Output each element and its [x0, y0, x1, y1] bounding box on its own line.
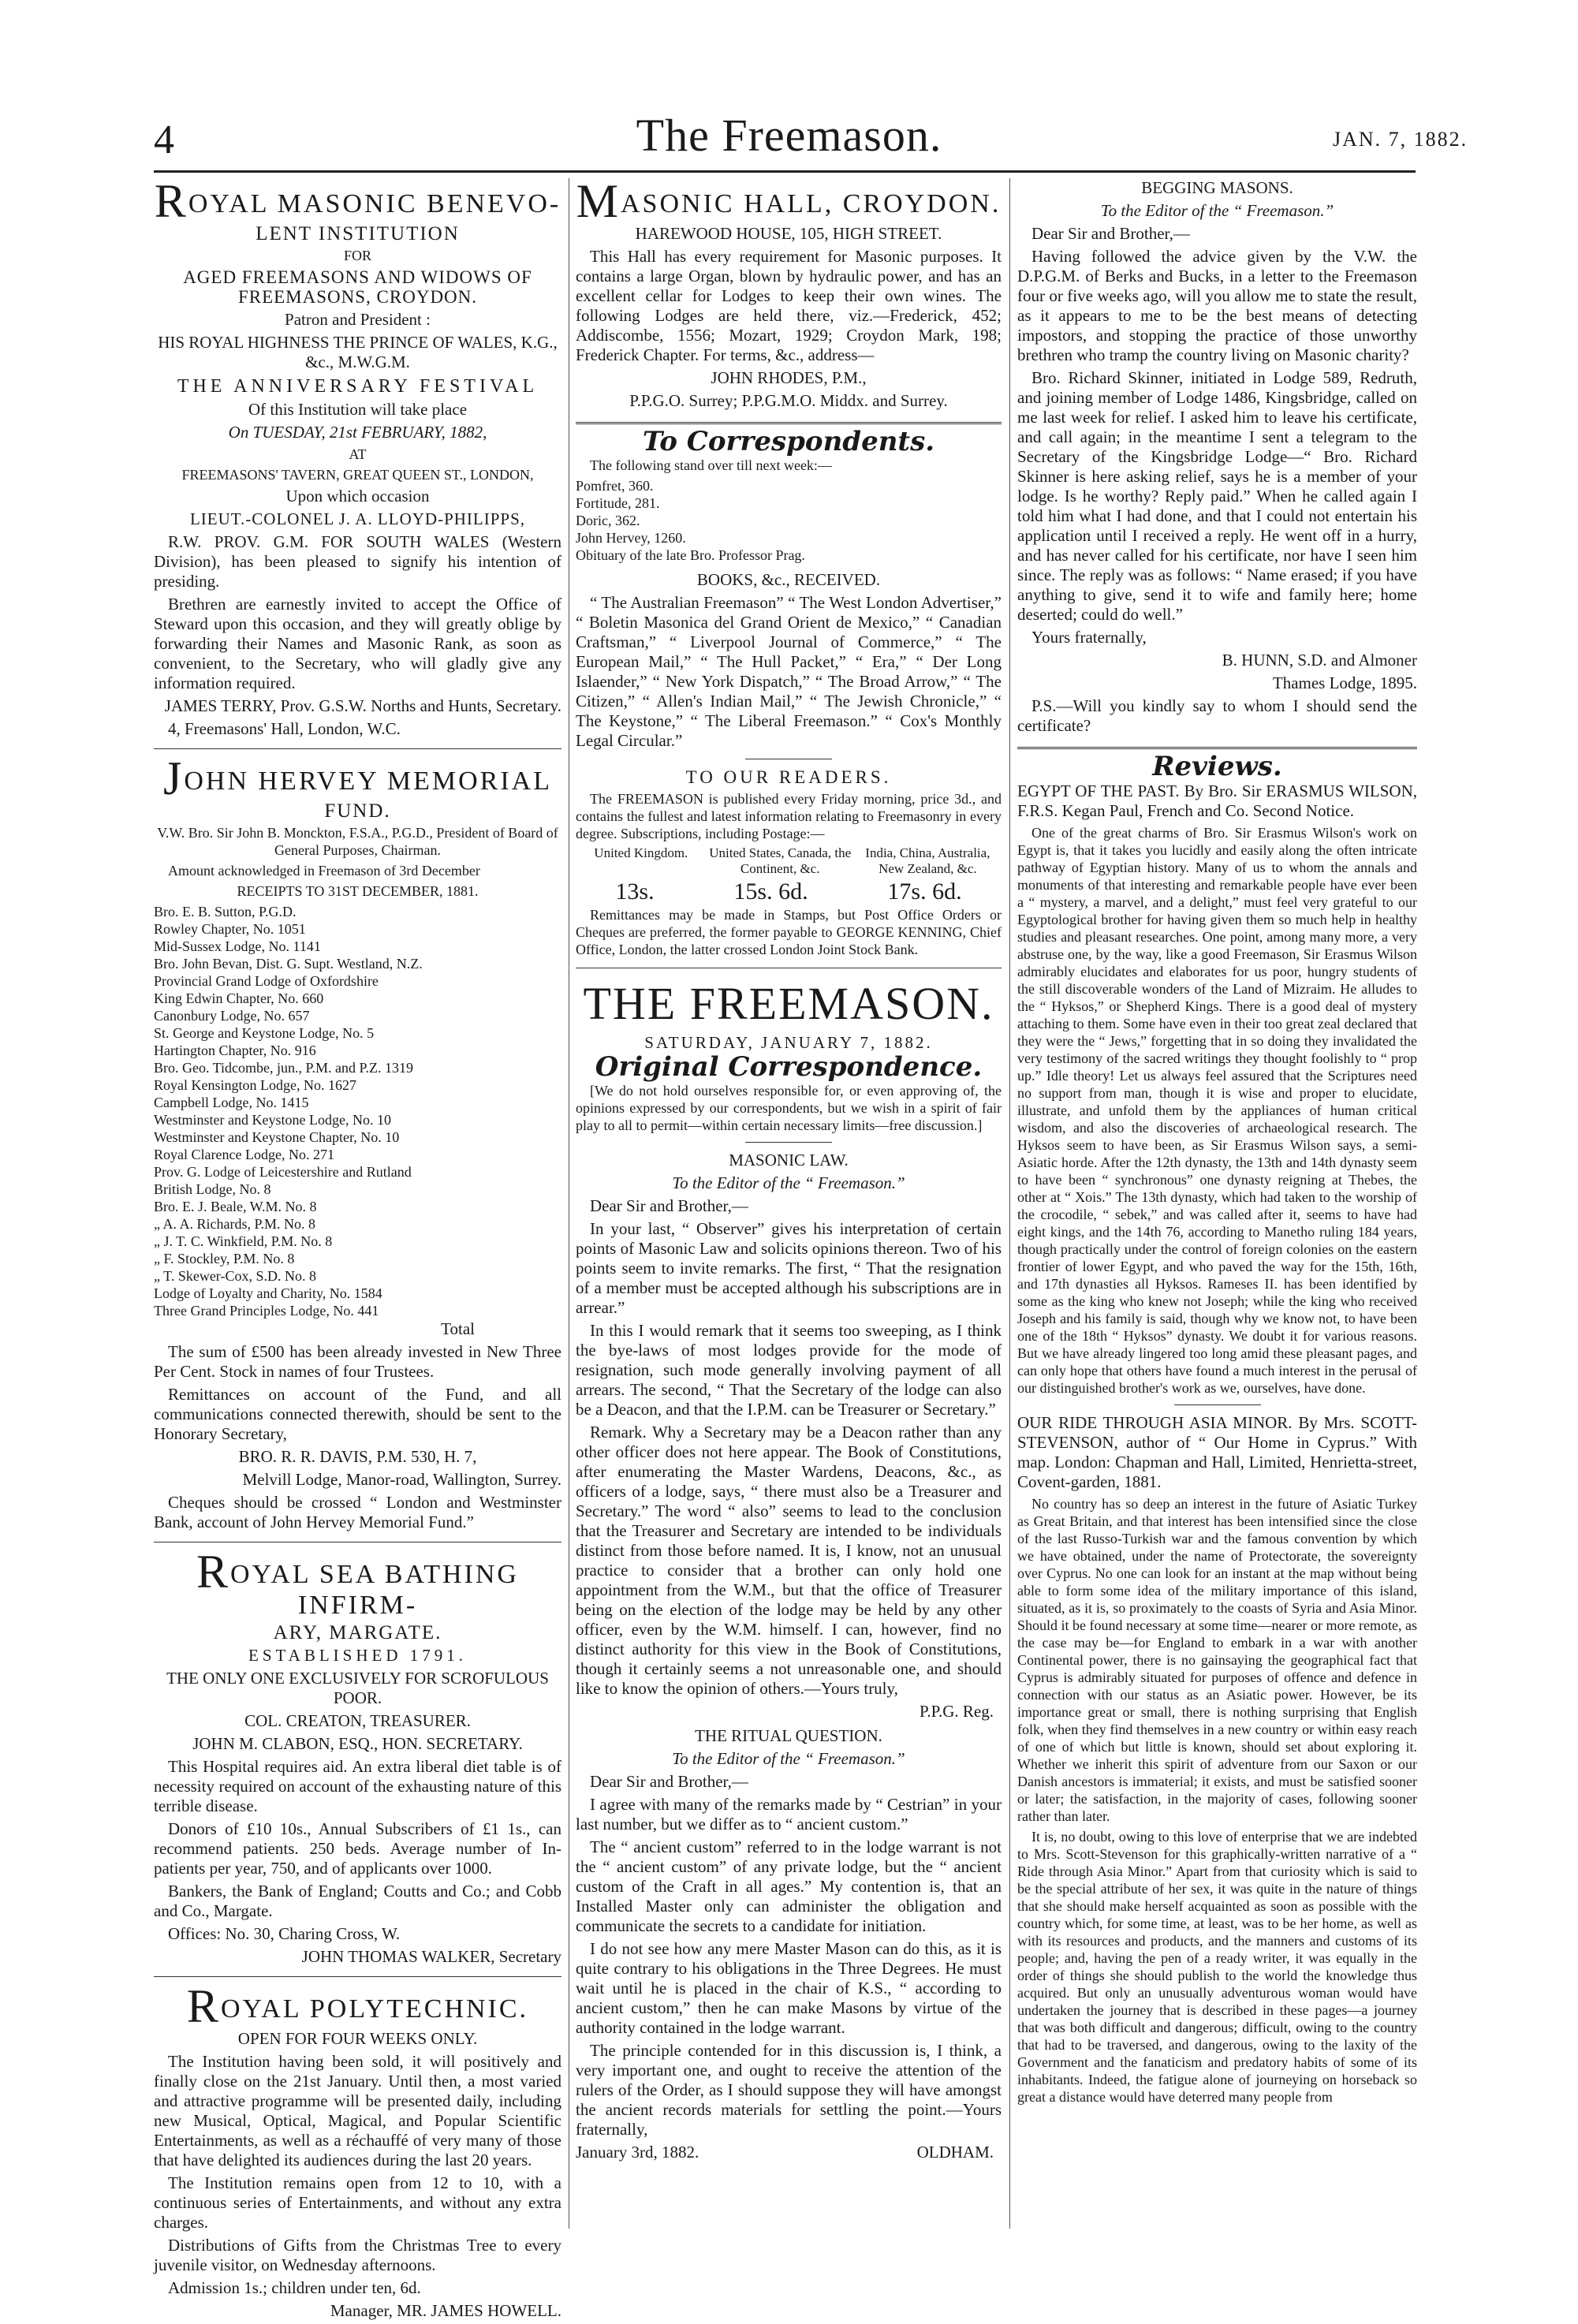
bathing-donors: Donors of £10 10s., Annual Subscribers of £1 1s., can recommend patients. 250 beds. Average number of In-patients per year, 750, and of applicants over 1000. [154, 1819, 561, 1878]
original-disclaimer: [We do not hold ourselves responsible for, or even approving of, the opinions expressed by our correspondents, but we wish in a spirit of fair play to all to permit—within certain necessary limits—free discussion.] [576, 1083, 1002, 1133]
divider [154, 748, 561, 749]
hervey-officer: V.W. Bro. Sir John B. Monckton, F.S.A., P.G.D., President of Board of General Purposes, Chairman. [157, 825, 558, 858]
rmbi-for: FOR [343, 248, 371, 263]
column-2 [576, 175, 1002, 2162]
list-item: Obituary of the late Bro. Professor Prag. [576, 547, 805, 563]
ritual-p2: The “ ancient custom” referred to in the lodge warrant is not the “ ancient custom” of any private lodge, but the “ ancient custom of the Craft in all ages.” My contention is, that an Installed Master only can administer the obligation and communicate the secrets to a candidate for initiation. [576, 1837, 1002, 1935]
begging-p2: Bro. Richard Skinner, initiated in Lodge 589, Redruth, and joining member of Lodge 1486, Kingsbridge, called on me last week for relief. I asked him to leave his certificate, and call again; in the meantime I sent a telegram to the Secretary of the Kingsbridge Lodge—“ Bro. Richard Skinner is here asking relief, says he is a member of your lodge. Is he worthy? Reply paid.” When he called again I told him what I had done, and that I could not entertain his application until I received a reply. He went off in a hurry, and has never called for his certificate, nor have I seen him since. The reply was as follows: “ Name erased; if you have anything to give, send it to wife and family here; home deserted; could do well.” [1017, 368, 1417, 624]
masonic-law-sig: P.P.G. Reg. [920, 1702, 994, 1721]
ritual-signoff [576, 2143, 1002, 2162]
rmbi-address: 4, Freemasons' Hall, London, W.C. [168, 719, 401, 738]
hervey-fund [154, 752, 561, 1532]
subscription-regions [576, 845, 1002, 877]
bathing-secretary: JOHN THOMAS WALKER, Secretary [301, 1947, 561, 1966]
list-item: Bro. E. J. Beale, W.M. No. 8 [154, 1199, 317, 1214]
divider [1174, 1404, 1261, 1405]
polytechnic-open: OPEN FOR FOUR WEEKS ONLY. [237, 2029, 478, 2048]
readers-heading: TO OUR READERS. [685, 767, 892, 787]
masonic-law-to: To the Editor of the “ Freemason.” [672, 1173, 905, 1192]
hervey-hon-sec: BRO. R. R. DAVIS, P.M. 530, H. 7, [238, 1447, 477, 1466]
list-item: Westminster and Keystone Chapter, No. 10 [154, 1129, 400, 1145]
begging-yours: Yours fraternally, [1031, 628, 1147, 647]
polytechnic-gifts: Distributions of Gifts from the Christmas Tree to every juvenile visitor, on Wednesday afternoons. [154, 2236, 561, 2274]
ritual-salutation: Dear Sir and Brother,— [590, 1772, 748, 1791]
region-us: United States, Canada, the Continent, &c. [709, 845, 852, 876]
ritual-sig: OLDHAM. [916, 2143, 994, 2162]
rmbi-date: On TUESDAY, 21st FEBRUARY, 1882, [228, 423, 487, 442]
list-item: „ A. A. Richards, P.M. No. 8 [154, 1216, 316, 1232]
rmbi-chair: LIEUT.-COLONEL J. A. LLOYD-PHILIPPS, [189, 509, 526, 528]
divider [745, 1142, 832, 1143]
list-item: Provincial Grand Lodge of Oxfordshire [154, 973, 379, 989]
bathing-offices: Offices: No. 30, Charing Cross, W. [168, 1924, 401, 1943]
list-item: Westminster and Keystone Lodge, No. 10 [154, 1112, 391, 1128]
hervey-cheques: Cheques should be crossed “ London and Westminster Bank, account of John Hervey Memorial Fund.” [154, 1493, 561, 1531]
list-item: British Lodge, No. 8 [154, 1181, 271, 1197]
rmbi-title: ROYAL MASONIC BENEVO- [154, 175, 561, 227]
hervey-receipts: RECEIPTS TO 31ST DECEMBER, 1881. [237, 883, 479, 899]
list-item: Canonbury Lodge, No. 657 [154, 1008, 310, 1024]
hervey-title-line2: FUND. [324, 800, 391, 822]
egypt-title: EGYPT OF THE PAST. By Bro. Sir ERASMUS WILSON, F.R.S. Kegan Paul, French and Co. Second Notice. [1017, 782, 1417, 820]
divider [1017, 747, 1417, 749]
ritual-p1: I agree with many of the remarks made by “ Cestrian” in your last number, but we differ as to “ ancient custom.” [576, 1795, 1002, 1833]
column-rule-2 [1009, 178, 1010, 2229]
rmbi-secretary: JAMES TERRY, Prov. G.S.W. Norths and Hunts, Secretary. [164, 696, 561, 715]
divider [154, 1976, 561, 1977]
begging-heading: BEGGING MASONS. [1141, 178, 1293, 197]
ritual-heading: THE RITUAL QUESTION. [695, 1726, 882, 1745]
readers-body: The FREEMASON is published every Friday morning, price 3d., and contains the fullest and latest information relating to Freemasonry in every degree. Subscriptions, including Postage:— [576, 791, 1002, 841]
bathing-hon-sec: JOHN M. CLABON, ESQ., HON. SECRETARY. [192, 1734, 523, 1753]
list-item: Rowley Chapter, No. 1051 [154, 921, 306, 937]
correspondents-heading: To Correspondents. [642, 426, 935, 457]
list-item: Three Grand Principles Lodge, No. 441 [154, 1303, 379, 1319]
polytechnic-admission: Admission 1s.; children under ten, 6d. [168, 2278, 421, 2297]
begging-ps: P.S.—Will you kindly say to whom I should send the certificate? [1017, 696, 1417, 735]
rmbi-aged: AGED FREEMASONS AND WIDOWS OF FREEMASONS, CROYDON. [183, 267, 532, 307]
reviews [1017, 751, 1417, 2106]
list-item: St. George and Keystone Lodge, No. 5 [154, 1025, 375, 1041]
list-item: Lodge of Loyalty and Charity, No. 1584 [154, 1285, 382, 1301]
reviews-heading: Reviews. [1152, 751, 1282, 782]
column-1 [154, 175, 561, 2324]
hervey-amount-line: Amount acknowledged in Freemason of 3rd December [168, 863, 480, 878]
masonic-law-heading: MASONIC LAW. [729, 1151, 849, 1169]
hervey-remittances: Remittances on account of the Fund, and all communications connected therewith, should be sent to the Honorary Secretary, [154, 1385, 561, 1443]
hervey-title: JOHN HERVEY MEMORIAL [162, 752, 553, 804]
masonic-law-p1: In your last, “ Observer” gives his interpretation of certain points of Masonic Law and solicits opinions thereon. Two of his points seem to invite remarks. The first, “ That the resignation of a member must be accepted although his subscriptions are in arrear.” [576, 1219, 1002, 1317]
original-heading: Original Correspondence. [595, 1051, 983, 1083]
region-uk: United Kingdom. [594, 845, 688, 860]
croydon-title: MASONIC HALL, CROYDON. [576, 175, 1002, 227]
list-item: „ T. Skewer-Cox, S.D. No. 8 [154, 1268, 316, 1284]
bathing-infirmary [154, 1546, 561, 1967]
list-item: Bro. John Bevan, Dist. G. Supt. Westland, N.Z. [154, 956, 423, 972]
list-item: „ J. T. C. Winkfield, P.M. No. 8 [154, 1233, 333, 1249]
rmbi-festival: THE ANNIVERSARY FESTIVAL [177, 376, 539, 397]
readers-remit: Remittances may be made in Stamps, but Post Office Orders or Cheques are preferred, the former payable to GEORGE KENNING, Chief Office, London, the latter crossed London Joint Stock Bank. [576, 907, 1002, 957]
books-heading: BOOKS, &c., RECEIVED. [696, 570, 881, 589]
list-item: Fortitude, 281. [576, 495, 660, 511]
rmbi-appeal: Brethren are earnestly invited to accept the Office of Steward upon this occasion, and they will greatly oblige by forwarding their Names and Masonic Rank, as soon as convenient, to the Secretary, who will gladly give any information required. [154, 595, 561, 692]
bathing-only-one: THE ONLY ONE EXCLUSIVELY FOR SCROFULOUS POOR. [166, 1669, 549, 1707]
list-item: „ F. Stockley, P.M. No. 8 [154, 1251, 295, 1266]
list-item: Bro. E. B. Sutton, P.G.D. [154, 904, 297, 920]
price-us: 15s. 6d. [733, 878, 808, 905]
polytechnic [154, 1980, 561, 2321]
bathing-title: ROYAL SEA BATHING INFIRM- [196, 1546, 519, 1620]
bathing-bankers: Bankers, the Bank of England; Coutts and Co.; and Cobb and Co., Margate. [154, 1882, 561, 1920]
paper-nameplate: THE FREEMASON. [583, 978, 994, 1029]
croydon-address: HAREWOOD HOUSE, 105, HIGH STREET. [635, 224, 942, 243]
ritual-date: January 3rd, 1882. [576, 2143, 699, 2162]
hervey-invested: The sum of £500 has been already invested in New Three Per Cent. Stock in names of four Trustees. [154, 1342, 561, 1381]
bathing-treasurer: COL. CREATON, TREASURER. [244, 1711, 471, 1730]
list-item: Pomfret, 360. [576, 478, 654, 494]
hervey-hon-sec-addr: Melvill Lodge, Manor-road, Wallington, Surrey. [242, 1470, 561, 1489]
list-item: King Edwin Chapter, No. 660 [154, 990, 324, 1006]
asia-title: OUR RIDE THROUGH ASIA MINOR. By Mrs. SCOTT-STEVENSON, author of “ Our Home in Cyprus.” With map. London: Chapman and Hall, Limited, Henrietta-street, Covent-garden, 1881. [1017, 1413, 1417, 1491]
begging-p1: Having followed the advice given by the V.W. the D.P.G.M. of Berks and Bucks, in a letter to the Freemason four or five weeks ago, will you allow me to state the result, as it appears to me to be the best means of detecting impostors, and stopping the practice of those unworthy brethren who tramp the country living on Masonic charity? [1017, 247, 1417, 364]
ritual-p3: I do not see how any mere Master Mason can do this, as it is quite contrary to his obligations in the Three Degrees. He must wait until he is placed in the chair of K.S., “ according to ancient custom,” then he can make Masons by virtue of the authority contained in the lodge warrant. [576, 1939, 1002, 2037]
to-our-readers [576, 767, 1002, 958]
masonic-law-salutation: Dear Sir and Brother,— [590, 1196, 748, 1215]
ritual-to: To the Editor of the “ Freemason.” [672, 1749, 905, 1768]
page-number: 4 [154, 118, 174, 162]
paper-date: SATURDAY, JANUARY 7, 1882. [644, 1033, 933, 1052]
begging-sig2: Thames Lodge, 1895. [1272, 673, 1417, 692]
begging-masons [1017, 178, 1417, 736]
list-item: Campbell Lodge, No. 1415 [154, 1095, 309, 1110]
rmbi-at: AT [349, 446, 367, 462]
rmbi-advert [154, 175, 561, 739]
issue-date: JAN. 7, 1882. [1333, 128, 1468, 151]
list-item: John Hervey, 1260. [576, 530, 686, 546]
bathing-title-line2: ARY, MARGATE. [273, 1622, 442, 1643]
bathing-established: ESTABLISHED 1791. [248, 1646, 467, 1665]
price-india: 17s. 6d. [887, 878, 962, 905]
rmbi-of-this: Of this Institution will take place [248, 400, 468, 419]
polytechnic-remains: The Institution remains open from 12 to 10, with a continuous series of Entertainments, and without any extra charges. [154, 2173, 561, 2232]
egypt-body: One of the great charms of Bro. Sir Erasmus Wilson's work on Egypt is, that it takes you lucidly and easily along the often intricate pathway of Egyptian history. Many of us to whom the annals and monuments of that interesting and remarkable people have ever been a “ mystery, a marvel, and a delight,” must feel very grateful to our Egyptological brother for having given them so much help in healthy studies and pleasant researches. One point, among many more, a very abstruse one, by the way, like a good Freemason, Sir Erasmus Wilson admirably elucidates and elaborates for us poor, hungry students of the still discoverable wonders of the Land of Mizraim. He alludes to the “ Hyksos,” or Shepherd Kings. There is a good deal of mystery attaching to them. Some have even in their too great zeal declared that they were the “ Jews,” forgetting that in so doing they invalidated the very testimony of the sacred writings they thought foolishly to “ prop up.” Idle theory! Let us always feel assured that the Scriptures need no support from man, though it is wise and proper to elucidate, illustrate, and unfold them by the appliances of human critical wisdom, and also the discoveries of archaeological research. The Hyksos seem to have been, as Sir Erasmus Wilson says, a semi-Asiatic horde. After the 12th dynasty, the 13th and 14th dynasty seem to have been “ synchronous” one dynasty reigning at Thebes, the other at “ Xois.” The 13th dynasty, which had taken to the worship of the crocodile, “ sebek,” and was called after it, seems to have had eight kings, and the 14th 76, according to Manetho ruling 184 years, though practically under the control of foreign colonies on the eastern frontier of lower Egypt, and who paved the way for the 15th, 16th, and 17th dynasties all Hyksos. Rameses II. has been identified by some as the king who knew not Joseph; while the king who received Joseph and his family is said, though why we know not, to have been one of the 18th “ Hyksos” dynasty. We doubt it for various reasons. But we have already lingered too long amid these pleasant pages, and can only hope that others have found a much interest in the perusal of our distinguished brother's work as we, ourselves, have done. [1017, 825, 1417, 1396]
correspondents [576, 426, 1002, 751]
correspondents-intro: The following stand over till next week:— [590, 457, 832, 473]
hervey-list [154, 903, 561, 1319]
region-india: India, China, Australia, New Zealand, &c. [865, 845, 990, 876]
croydon-sig1: JOHN RHODES, P.M., [711, 368, 867, 387]
masthead-rule [154, 170, 1416, 173]
bathing-body: This Hospital requires aid. An extra liberal diet table is of necessity required on account of the exhausting nature of this terrible disease. [154, 1757, 561, 1815]
polytechnic-body: The Institution having been sold, it will positively and finally close on the 21st January. Until then, a most varied and attractive programme will be presented daily, including new Musical, Optical, Magical, and Popular Scientific Entertainments, as well as a réchauffé of very many of those that have delighted its audiences during the last 20 years. [154, 2052, 561, 2169]
masonic-law-p2: In this I would remark that it seems too sweeping, as I think the bye-laws of most lodges provide for the mode of resignation, such mode generally involving payment of all arrears. The second, “ That the Secretary of the lodge can also be a Deacon, and that the I.P.M. can be Treasurer or Secretary.” [576, 1321, 1002, 1419]
begging-salutation: Dear Sir and Brother,— [1031, 224, 1190, 243]
list-item: Royal Clarence Lodge, No. 271 [154, 1147, 334, 1162]
books-list: “ The Australian Freemason” “ The West London Advertiser,” “ Boletin Masonica del Grand Orient de Mexico,” “ Canadian Craftsman,” “ Liverpool Journal of Commerce,” “ The European Mail,” “ The Hull Packet,” “ Era,” “ Der Long Islaender,” “ New York Dispatch,” “ The Broad Arrow,” “ The Citizen,” “ Allen's Indian Mail,” “ The Jewish Chronicle,” “ The Keystone,” “ The Liberal Freemason.” “ Cox's Monthly Legal Circular.” [576, 593, 1002, 750]
subscription-prices [576, 878, 1002, 905]
masonic-law-p3: Remark. Why a Secretary may be a Deacon rather than any other officer does not here appear. The Book of Constitutions, after enumerating the Master Wardens, Deacons, &c., as officers of a lodge, says, “ there must also be a Treasurer and Secretary.” The word “ also” seems to lead to the conclusion that the Treasurer and Secretary are intended to be individuals distinct from those before named. It is, I know, not an unusual practice to consider that a brother can only hold one appointment from the W.M., but that the office of Treasurer being on the election of the lodge may be held by any other officer, even by the W.M. himself. I can, however, find no distinct authority for this view in the Book of Constitutions, though it certainly seems a not unreasonable one, and should like to know the opinion of others.—Yours truly, [576, 1423, 1002, 1698]
list-item: Royal Kensington Lodge, No. 1627 [154, 1077, 356, 1093]
polytechnic-title: ROYAL POLYTECHNIC. [186, 1980, 529, 2032]
asia-body-2: It is, no doubt, owing to this love of enterprise that we are indebted to Mrs. Scott-Stevenson for this graphically-written narrative of a “ Ride through Asia Minor.” Apart from that curiosity which is said to be the special attribute of her sex, it was quite in the nature of things that she should make herself acquainted as soon as possible with the country which, for some time, at least, was to be her home, as well as with its resources and products, and the manners and customs of its people; and, having the pen of a ready writer, it was equally in the order of things she should publish to the world the knowledge thus acquired. But only an unusually adventurous woman would have undertaken the journey that is described in these pages—a journey that was both difficult and dangerous; difficult, owing to the country that had to be traversed, and dangerous, owing to the laxity of the Government and the fanaticism and predatory habits of some of its inhabitants. Indeed, the fatigue alone of journeying on horseback so great a distance would have deterred many people from [1017, 1829, 1417, 2105]
rmbi-patron: Patron and President : [285, 310, 431, 329]
rmbi-upon: Upon which occasion [285, 487, 430, 505]
polytechnic-manager: Manager, MR. JAMES HOWELL. [330, 2301, 561, 2320]
list-item: Bro. Geo. Tidcombe, jun., P.M. and P.Z. 1319 [154, 1060, 414, 1076]
croydon-hall [576, 175, 1002, 411]
list-item: Doric, 362. [576, 513, 640, 528]
hervey-total-label: Total [441, 1319, 475, 1338]
croydon-sig2: P.P.G.O. Surrey; P.P.G.M.O. Middx. and Surrey. [629, 391, 948, 410]
list-item: Hartington Chapter, No. 916 [154, 1043, 316, 1058]
rmbi-chair-desc: R.W. PROV. G.M. FOR SOUTH WALES (Western Division), has been pleased to signify his intention of presiding. [154, 532, 561, 591]
price-uk: 13s. [615, 878, 655, 905]
begging-to: To the Editor of the “ Freemason.” [1100, 201, 1334, 220]
asia-body-1: No country has so deep an interest in the future of Asiatic Turkey as Great Britain, and that interest has been intensified since the close of the last Russo-Turkish war and the famous convention by which we have obtained, under the name of Protectorate, the sovereignty over Cyprus. No one can look for an instant at the map without being able to form some idea of the military importance of this island, situated, as it is, so proximately to the coasts of Syria and Asia Minor. Should it be found necessary at some time—nearer or more remote, as the case may be—for England to embark in a war with another Continental power, there is no gainsaying the geographical fact that Cyprus is admirably situated for purposes of offence and defence in connection with our status as an Asiatic power. However, be its importance great or small, there is nothing surprising that English folk, when they find themselves in a new country or within easy reach of one of which but little is known, should set about exploring it. Whether we inherit this spirit of adventure from our Saxon or our Danish ancestors is immaterial; it exists, and must be satisfied sooner or later; the satisfaction, in the majority of cases, following sooner rather than later. [1017, 1496, 1417, 1824]
column-3 [1017, 178, 1417, 2109]
begging-sig1: B. HUNN, S.D. and Almoner [1222, 651, 1417, 670]
list-item: Prov. G. Lodge of Leicestershire and Rutland [154, 1164, 412, 1180]
rmbi-venue: FREEMASONS' TAVERN, GREAT QUEEN ST., LONDON, [181, 467, 534, 483]
divider [576, 422, 1002, 424]
list-item: Mid-Sussex Lodge, No. 1141 [154, 938, 321, 954]
newspaper-title: The Freemason. [636, 110, 942, 161]
rmbi-prince: HIS ROYAL HIGHNESS THE PRINCE OF WALES, K.G., &c., M.W.G.M. [158, 333, 558, 371]
croydon-body: This Hall has every requirement for Masonic purposes. It contains a large Organ, blown by hydraulic power, and has an excellent cellar for Lodges to keep their own wines. The following Lodges are held there, viz.—Frederick, 452; Addiscombe, 1556; Mozart, 1929; Croydon Mark, 198; Frederick Chapter. For terms, &c., address— [576, 247, 1002, 364]
original-correspondence [576, 1051, 1002, 2162]
rmbi-title-line2: LENT INSTITUTION [256, 223, 460, 244]
ritual-p4: The principle contended for in this discussion is, I think, a very important one, and ought to receive the attention of the rulers of the Order, as I should suppose they will have amongst the ancient records materials for settling the point.—Yours fraternally, [576, 2041, 1002, 2139]
